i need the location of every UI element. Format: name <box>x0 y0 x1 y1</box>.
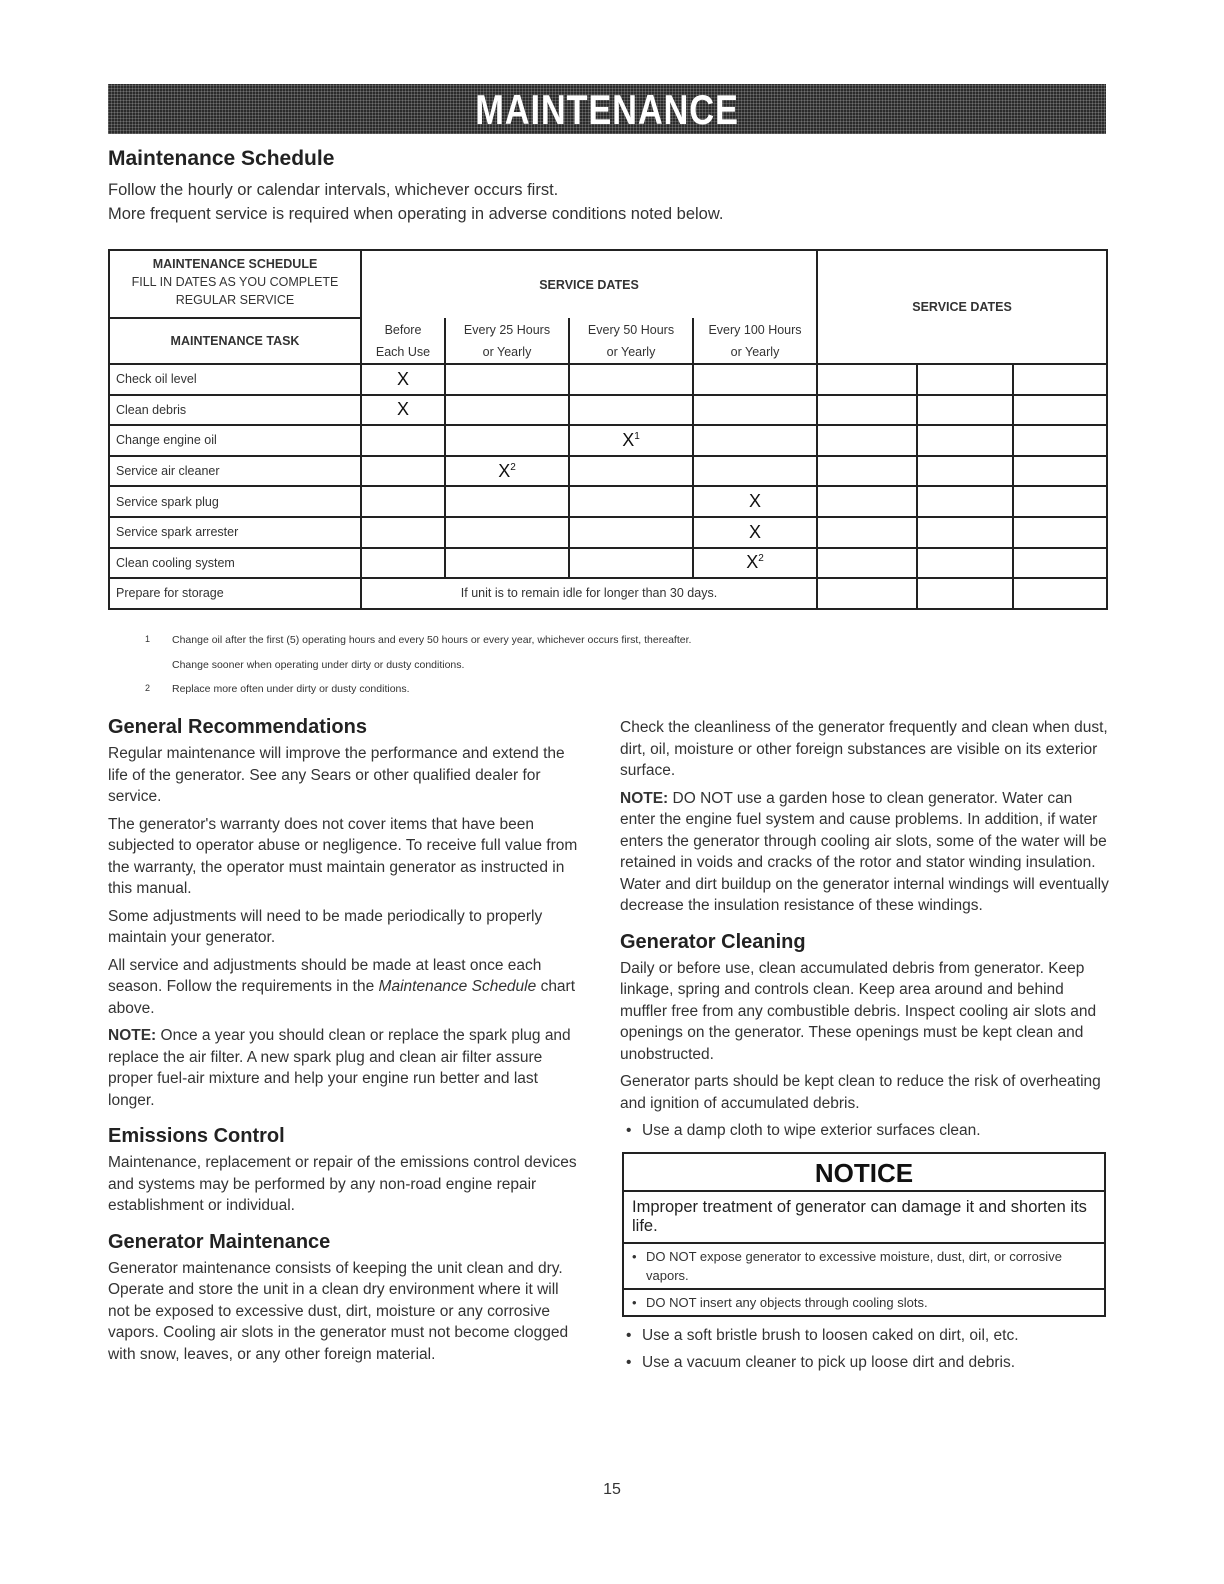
paragraph: Regular maintenance will improve the performance and extend the life of the generator. See any Sears or other qualified dealer for service. <box>108 745 565 805</box>
table-row <box>109 364 1107 395</box>
interval-header: Every 50 Hours or Yearly <box>569 318 693 364</box>
date-cell[interactable] <box>817 456 917 487</box>
table-row <box>109 395 1107 426</box>
table-header-instructions <box>109 250 361 318</box>
task-cell: Check oil level <box>109 364 361 395</box>
mark-cell <box>569 364 693 395</box>
date-cell[interactable] <box>817 548 917 579</box>
mark-cell: X <box>361 364 445 395</box>
footnote-2: 2 Replace more often under dirty or dusty conditions. <box>145 683 410 695</box>
date-cell[interactable] <box>917 364 1013 395</box>
paragraph: Daily or before use, clean accumulated debris from generator. Keep linkage, spring and controls clean. Keep area around and behind muffler free from any combustible debris. Inspect cooling air slots and openings on the generator. These openings must be kept clean and unobstructed. <box>620 959 1097 1063</box>
header-instruction: REGULAR SERVICE <box>175 293 295 307</box>
paragraph: Check the cleanliness of the generator frequently and clean when dust, dirt, oil, moisture or other foreign substances are visible on its exterior surface. <box>620 719 1108 779</box>
notice-item: • DO NOT insert any objects through cooling slots. <box>624 1288 1104 1315</box>
date-cell[interactable] <box>1013 578 1107 609</box>
list-item: • Use a soft bristle brush to loosen caked on dirt, oil, etc. <box>620 1325 1110 1347</box>
table-row <box>109 548 1107 579</box>
task-cell: Service air cleaner <box>109 456 361 487</box>
mark-cell <box>361 548 445 579</box>
mark-cell <box>693 425 817 456</box>
task-cell: Prepare for storage <box>109 578 361 609</box>
interval-header: Every 25 Hours or Yearly <box>445 318 569 364</box>
notice-title: NOTICE <box>624 1154 1104 1192</box>
footnote-1: 1 Change oil after the first (5) operating hours and every 50 hours or every year, whichever occurs first, thereafter. <box>145 634 692 646</box>
paragraph: All service and adjustments should be made at least once each season. Follow the requirements in the Maintenance Schedule chart above. <box>108 956 576 1017</box>
maintenance-schedule-table <box>108 249 1108 610</box>
table-row <box>109 425 1107 456</box>
date-cell[interactable] <box>917 486 1013 517</box>
note-paragraph: NOTE: DO NOT use a garden hose to clean generator. Water can enter the engine fuel system and cause problems. In addition, if water enters the generator through cooling air slots, some of the water will be retained in voids and cracks of the rotor and stator winding insulation. Water and dirt buildup on the generator internal windings will eventually decrease the insulation resistance of these windings. <box>620 789 1109 914</box>
date-cell[interactable] <box>917 395 1013 426</box>
mark-cell <box>445 425 569 456</box>
general-recommendations-heading: General Recommendations <box>108 716 367 738</box>
date-cell[interactable] <box>917 548 1013 579</box>
page-number: 15 <box>603 1481 621 1498</box>
mark-cell <box>445 395 569 426</box>
mark-cell <box>445 517 569 548</box>
table-row <box>109 486 1107 517</box>
table-row <box>109 517 1107 548</box>
table-row <box>109 456 1107 487</box>
mark-cell: X <box>693 486 817 517</box>
footnote-1-continued: Change sooner when operating under dirty or dusty conditions. <box>172 659 465 671</box>
cleaning-list <box>620 1325 1110 1374</box>
mark-cell <box>569 395 693 426</box>
mark-cell <box>569 517 693 548</box>
mark-cell: X <box>361 395 445 426</box>
date-cell[interactable] <box>1013 548 1107 579</box>
cleaning-list <box>620 1120 1110 1142</box>
notice-text: Improper treatment of generator can damage it and shorten its life. <box>624 1192 1104 1244</box>
date-cell[interactable] <box>817 486 917 517</box>
generator-maintenance-heading: Generator Maintenance <box>108 1230 331 1253</box>
notice-item: • DO NOT expose generator to excessive moisture, dust, dirt, or corrosive vapors. <box>624 1244 1104 1288</box>
task-cell: Clean cooling system <box>109 548 361 579</box>
date-cell[interactable] <box>817 425 917 456</box>
mark-cell <box>569 486 693 517</box>
mark-cell <box>693 456 817 487</box>
notice-box <box>622 1152 1106 1317</box>
mark-cell <box>569 548 693 579</box>
task-cell: Clean debris <box>109 395 361 426</box>
emissions-control-heading: Emissions Control <box>108 1125 285 1147</box>
task-cell: Service spark arrester <box>109 517 361 548</box>
mark-cell <box>361 425 445 456</box>
task-cell: Change engine oil <box>109 425 361 456</box>
date-cell[interactable] <box>917 456 1013 487</box>
date-cell[interactable] <box>1013 425 1107 456</box>
interval-header: Every 100 Hours or Yearly <box>693 318 817 364</box>
interval-header: Before Each Use <box>361 318 445 364</box>
mark-cell <box>361 456 445 487</box>
banner-title: MAINTENANCE <box>475 86 739 133</box>
mark-cell <box>361 486 445 517</box>
header-instruction: FILL IN DATES AS YOU COMPLETE <box>131 275 339 289</box>
section-banner <box>108 84 1106 134</box>
mark-cell: X <box>693 517 817 548</box>
date-cell[interactable] <box>1013 364 1107 395</box>
schedule-intro-line: Follow the hourly or calendar intervals, whichever occurs first. <box>108 181 559 199</box>
mark-cell <box>445 548 569 579</box>
mark-cell: $X^2$ <box>445 456 569 487</box>
service-dates-header: SERVICE DATES <box>361 250 817 318</box>
task-cell: Service spark plug <box>109 486 361 517</box>
list-item: • Use a damp cloth to wipe exterior surfaces clean. <box>620 1120 1110 1142</box>
date-cell[interactable] <box>917 517 1013 548</box>
mark-cell <box>693 364 817 395</box>
paragraph: Some adjustments will need to be made periodically to properly maintain your generator. <box>108 907 543 946</box>
service-dates-fill-header: SERVICE DATES <box>817 250 1107 364</box>
date-cell[interactable] <box>817 395 917 426</box>
date-cell[interactable] <box>1013 395 1107 426</box>
list-item: • Use a vacuum cleaner to pick up loose dirt and debris. <box>620 1352 1110 1374</box>
date-cell[interactable] <box>817 517 917 548</box>
maintenance-schedule-heading: Maintenance Schedule <box>108 147 335 170</box>
date-cell[interactable] <box>817 364 917 395</box>
date-cell[interactable] <box>917 425 1013 456</box>
mark-cell <box>361 517 445 548</box>
storage-note: If unit is to remain idle for longer than 30 days. <box>361 578 817 609</box>
header-title: MAINTENANCE SCHEDULE <box>152 257 318 271</box>
schedule-intro-line: More frequent service is required when operating in adverse conditions noted below. <box>108 205 724 223</box>
paragraph: Maintenance, replacement or repair of the emissions control devices and systems may be performed by any non-road engine repair establishment or individual. <box>108 1154 577 1214</box>
date-cell[interactable] <box>817 578 917 609</box>
mark-cell <box>445 486 569 517</box>
mark-cell: $X^1$ <box>569 425 693 456</box>
table-row <box>109 578 1107 609</box>
date-cell[interactable] <box>917 578 1013 609</box>
paragraph: The generator's warranty does not cover items that have been subjected to operator abuse or negligence. To receive full value from the warranty, the operator must maintain generator as instructed in this manual. <box>108 815 578 897</box>
mark-cell: $X^2$ <box>693 548 817 579</box>
generator-cleaning-heading: Generator Cleaning <box>620 930 806 953</box>
left-column <box>108 716 584 1365</box>
paragraph: Generator parts should be kept clean to reduce the risk of overheating and ignition of accumulated debris. <box>620 1073 1101 1112</box>
right-column <box>620 717 1110 1380</box>
note-paragraph: NOTE: Once a year you should clean or replace the spark plug and replace the air filter. A new spark plug and clean air filter assure proper fuel-air mixture and help your engine run better and last longer. <box>108 1027 571 1109</box>
date-cell[interactable] <box>1013 517 1107 548</box>
mark-cell <box>445 364 569 395</box>
date-cell[interactable] <box>1013 486 1107 517</box>
paragraph: Generator maintenance consists of keeping the unit clean and dry. Operate and store the unit in a clean dry environment where it will not be exposed to excessive dust, dirt, moisture or any corrosive vapors. Cooling air slots in the generator must not become clogged with snow, leaves, or any other foreign material. <box>108 1259 569 1363</box>
mark-cell <box>693 395 817 426</box>
mark-cell <box>569 456 693 487</box>
date-cell[interactable] <box>1013 456 1107 487</box>
task-column-header: MAINTENANCE TASK <box>109 318 361 364</box>
